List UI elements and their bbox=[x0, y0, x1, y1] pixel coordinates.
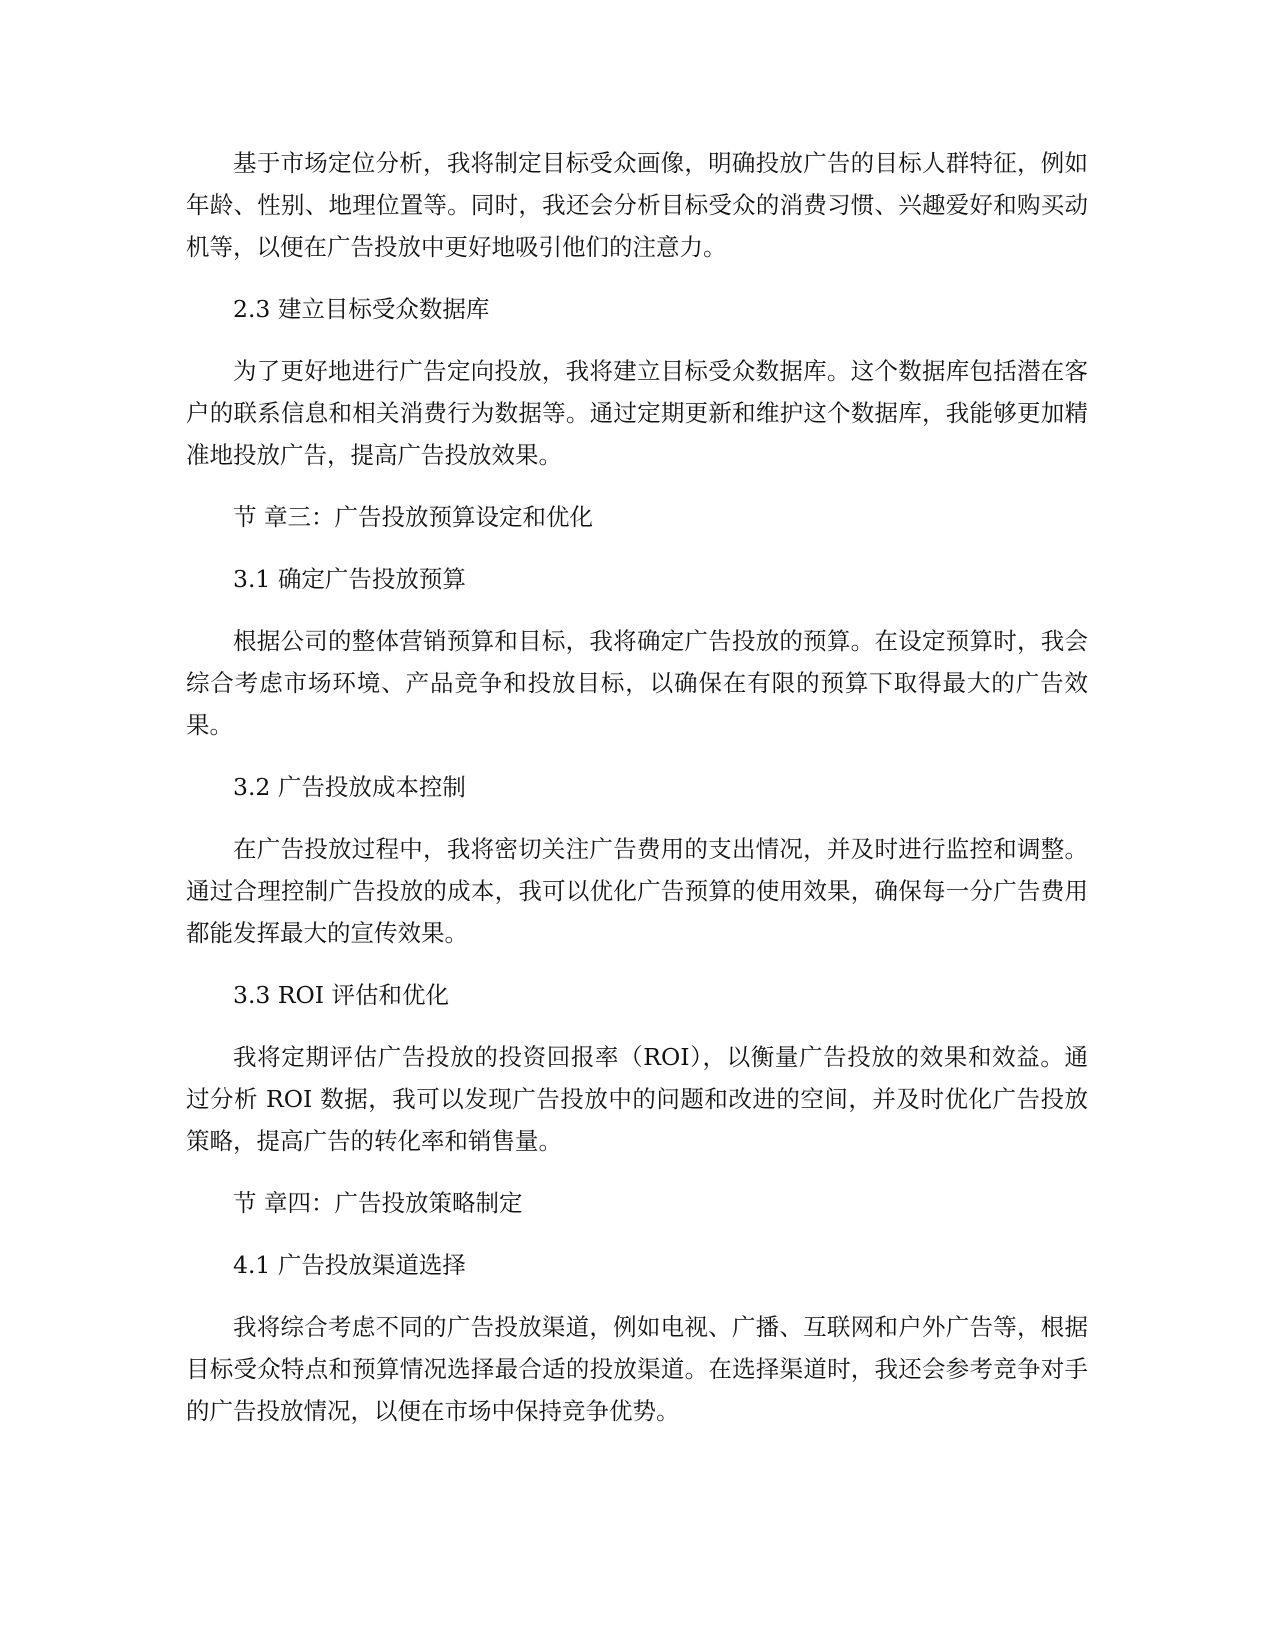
paragraph-audience-database: 为了更好地进行广告定向投放，我将建立目标受众数据库。这个数据库包括潜在客户的联系信息和相关消费行为数据等。通过定期更新和维护这个数据库，我能够更加精准地投放广告，提高广告投放效果。 bbox=[186, 357, 1088, 469]
heading-3-1: 3.1 确定广告投放预算 bbox=[233, 565, 466, 593]
heading-chapter-4: 节 章四：广告投放策略制定 bbox=[233, 1189, 523, 1217]
heading-2-3: 2.3 建立目标受众数据库 bbox=[233, 295, 490, 323]
paragraph-cost-control: 在广告投放过程中，我将密切关注广告费用的支出情况，并及时进行监控和调整。通过合理控制广告投放的成本，我可以优化广告预算的使用效果，确保每一分广告费用都能发挥最大的宣传效果。 bbox=[186, 835, 1088, 947]
paragraph-roi-evaluation: 我将定期评估广告投放的投资回报率（ROI），以衡量广告投放的效果和效益。通过分析 ROI 数据，我可以发现广告投放中的问题和改进的空间，并及时优化广告投放策略，提高广告的转化率和销售量。 bbox=[186, 1043, 1088, 1155]
heading-chapter-3: 节 章三：广告投放预算设定和优化 bbox=[233, 503, 593, 531]
heading-4-1: 4.1 广告投放渠道选择 bbox=[233, 1251, 466, 1279]
paragraph-channel-selection: 我将综合考虑不同的广告投放渠道，例如电视、广播、互联网和户外广告等，根据目标受众特点和预算情况选择最合适的投放渠道。在选择渠道时，我还会参考竞争对手的广告投放情况，以便在市场中保持竞争优势。 bbox=[186, 1313, 1088, 1425]
paragraph-target-audience-profile: 基于市场定位分析，我将制定目标受众画像，明确投放广告的目标人群特征，例如年龄、性别、地理位置等。同时，我还会分析目标受众的消费习惯、兴趣爱好和购买动机等，以便在广告投放中更好地吸引他们的注意力。 bbox=[186, 149, 1088, 261]
paragraph-budget-determination: 根据公司的整体营销预算和目标，我将确定广告投放的预算。在设定预算时，我会综合考虑市场环境、产品竞争和投放目标，以确保在有限的预算下取得最大的广告效果。 bbox=[186, 627, 1088, 739]
document-body bbox=[186, 142, 1088, 1452]
heading-3-3: 3.3 ROI 评估和优化 bbox=[233, 981, 450, 1009]
heading-3-2: 3.2 广告投放成本控制 bbox=[233, 773, 466, 801]
